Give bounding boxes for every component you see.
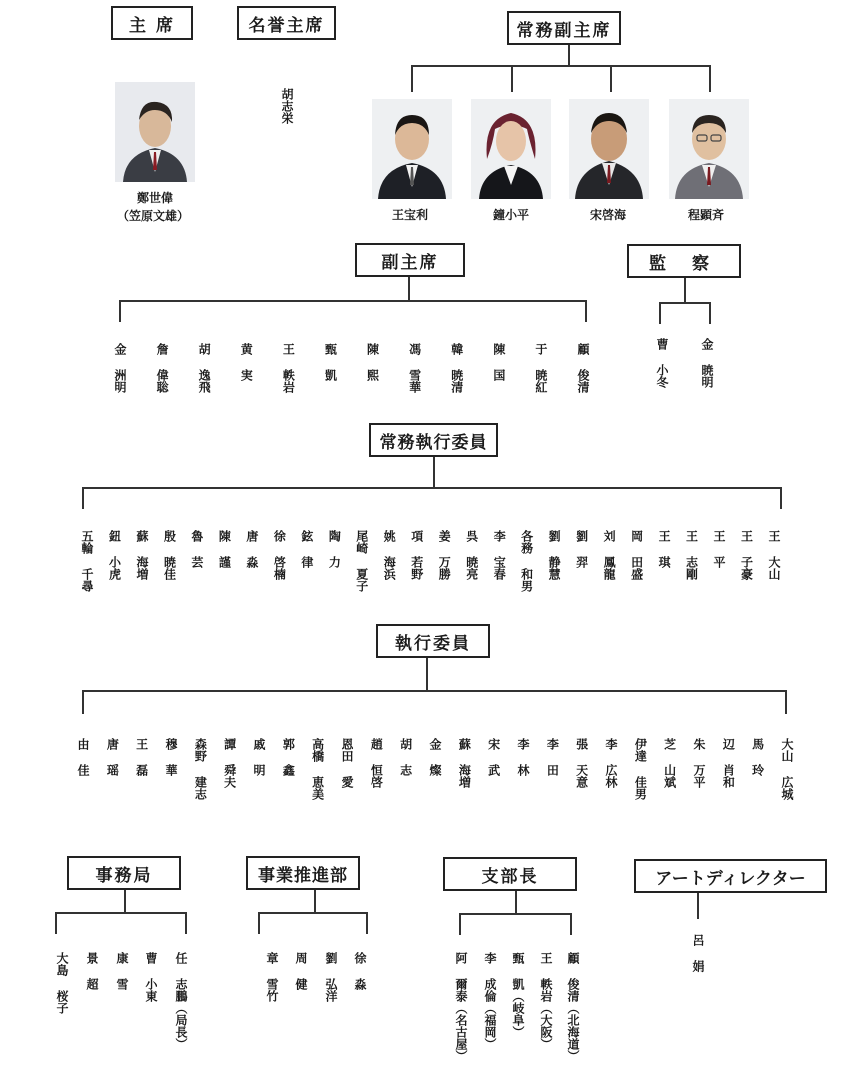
executive-committee-member-14: 蘇 海増: [457, 738, 472, 788]
vice-chairman-member-8: 馮 雪華: [407, 343, 422, 393]
exec-vice-photo-1: [372, 98, 452, 200]
executive-committee-member-21: 芝 山斌: [662, 738, 677, 788]
standing-executive-member-7: 唐 淼: [244, 530, 259, 568]
vice-chairman-member-1: 金 洲明: [113, 343, 127, 393]
standing-executive-member-12: 姚 海浜: [382, 530, 397, 580]
secretariat-member-5: 任 志鵬（局長）: [174, 952, 188, 1050]
standing-executive-member-8: 徐 啓楠: [272, 530, 287, 580]
executive-committee-member-9: 高橋 恵美: [310, 738, 325, 800]
executive-committee-member-10: 恩田 愛: [340, 738, 354, 788]
vice-chairman-member-5: 王 軼岩: [281, 343, 296, 393]
executive-committee-member-24: 馬 玲: [750, 738, 765, 776]
art-director-member-1: 呂 娟: [691, 934, 705, 972]
secretariat-member-4: 曹 小東: [144, 952, 158, 1002]
box-executive-vice-chairman: 常務副主席: [507, 11, 621, 45]
exec-vice-photo-4: [669, 98, 749, 200]
executive-committee-member-4: 穆 華: [164, 738, 178, 776]
standing-executive-member-14: 姜 万勝: [437, 530, 452, 580]
standing-executive-member-4: 殷 暁佳: [162, 530, 177, 580]
standing-executive-member-5: 魯 芸: [189, 530, 204, 568]
box-secretariat: 事務局: [67, 856, 181, 890]
branch-head-member-3: 甄 凱（岐阜）: [511, 952, 525, 1038]
standing-executive-member-16: 李 宝春: [492, 530, 507, 580]
vice-chairman-member-11: 于 暁紅: [533, 343, 548, 393]
standing-executive-member-24: 王 平: [712, 530, 727, 568]
standing-executive-member-17: 各務 和男: [519, 530, 534, 592]
vice-chairman-member-9: 韓 暁清: [449, 343, 464, 393]
vice-chairman-member-7: 陳 熙: [365, 343, 380, 381]
branch-head-member-4: 王 軼岩（大阪）: [539, 952, 553, 1050]
standing-executive-member-18: 劉 静慧: [547, 530, 562, 580]
executive-committee-member-16: 李 林: [516, 738, 530, 776]
executive-committee-member-1: 由 佳: [76, 738, 90, 776]
standing-executive-member-15: 呉 暁亮: [464, 530, 479, 580]
chairman-photo: [115, 82, 195, 182]
standing-executive-member-3: 蘇 海増: [134, 530, 149, 580]
box-standing-executive: 常務執行委員: [369, 423, 498, 457]
box-business-promotion: 事業推進部: [246, 856, 360, 890]
secretariat-member-3: 康 雪: [115, 952, 129, 990]
chairman-alt-name: （笠原文雄）: [116, 209, 190, 223]
audit-member-1: 曹 小冬: [655, 338, 669, 388]
standing-executive-member-25: 王 子豪: [739, 530, 754, 580]
vice-chairman-member-12: 顧 俊清: [576, 343, 590, 393]
standing-executive-member-23: 王 志剛: [684, 530, 699, 580]
branch-head-member-1: 阿 爾泰（名古屋）: [454, 952, 468, 1062]
exec-vice-name-3: 宋啓海: [589, 208, 627, 222]
standing-executive-member-2: 鈕 小虎: [107, 530, 122, 580]
exec-vice-name-1: 王宝利: [391, 208, 429, 222]
standing-executive-member-26: 王 大山: [767, 530, 781, 580]
vice-chairman-member-3: 胡 逸飛: [197, 343, 212, 393]
vice-chairman-member-10: 陳 国: [491, 343, 506, 381]
business-promotion-member-3: 劉 弘洋: [324, 952, 338, 1002]
vice-chairman-member-4: 黄 実: [239, 343, 254, 381]
branch-head-member-2: 李 成倫（福岡）: [483, 952, 497, 1050]
exec-vice-name-4: 程顕斉: [687, 208, 725, 222]
vice-chairman-member-6: 甄 凱: [323, 343, 338, 381]
executive-committee-member-3: 王 磊: [134, 738, 149, 776]
exec-vice-name-2: 鐘小平: [492, 208, 530, 222]
business-promotion-member-4: 徐 淼: [353, 952, 367, 990]
standing-executive-member-1: 五輪 千尋: [80, 530, 94, 592]
secretariat-member-2: 景 超: [85, 952, 99, 990]
standing-executive-member-20: 刘 鳳龍: [602, 530, 617, 580]
executive-committee-member-5: 森野 建志: [193, 738, 208, 800]
executive-committee-member-12: 胡 志: [398, 738, 413, 776]
audit-member-2: 金 暁明: [700, 338, 714, 388]
executive-committee-member-17: 李 田: [545, 738, 560, 776]
standing-executive-member-22: 王 琪: [657, 530, 672, 568]
standing-executive-member-9: 鉉 律: [299, 530, 314, 568]
executive-committee-member-13: 金 燦: [428, 738, 442, 776]
business-promotion-member-2: 周 健: [294, 952, 308, 990]
executive-committee-member-8: 郭 鑫: [281, 738, 296, 776]
executive-committee-member-20: 伊達 佳男: [633, 738, 648, 800]
exec-vice-photo-2: [471, 98, 551, 200]
executive-committee-member-11: 趙 恒啓: [369, 738, 384, 788]
box-chairman: 主 席: [111, 6, 193, 40]
box-honorary-chairman: 名誉主席: [237, 6, 336, 40]
box-executive-committee: 執行委員: [376, 624, 490, 658]
executive-committee-member-18: 張 天意: [574, 738, 589, 788]
standing-executive-member-6: 陳 謹: [217, 530, 232, 568]
box-branch-heads: 支部長: [443, 857, 577, 891]
standing-executive-member-19: 劉 羿: [574, 530, 589, 568]
branch-head-member-5: 顧 俊清（北海道）: [566, 952, 580, 1062]
executive-committee-member-22: 朱 万平: [692, 738, 706, 788]
vice-chairman-member-2: 詹 偉聡: [155, 343, 170, 393]
standing-executive-member-13: 項 若野: [409, 530, 424, 580]
exec-vice-photo-3: [569, 98, 649, 200]
standing-executive-member-11: 尾崎 夏子: [354, 530, 369, 592]
chairman-name: 鄭世偉: [136, 191, 174, 205]
executive-committee-member-2: 唐 瑶: [105, 738, 120, 776]
box-art-director: アートディレクター: [634, 859, 827, 893]
executive-committee-member-19: 李 広林: [604, 738, 618, 788]
standing-executive-member-21: 岡 田盛: [629, 530, 644, 580]
executive-committee-member-7: 戚 明: [252, 738, 266, 776]
business-promotion-member-1: 章 雪竹: [265, 952, 279, 1002]
executive-committee-member-25: 大山 広城: [780, 738, 794, 800]
executive-committee-member-6: 譚 舜夫: [222, 738, 237, 788]
secretariat-member-1: 大島 桜子: [55, 952, 69, 1014]
executive-committee-member-23: 辺 肖和: [721, 738, 736, 788]
box-vice-chairman: 副主席: [355, 243, 465, 277]
executive-committee-member-15: 宋 武: [486, 738, 501, 776]
honorary-name: 胡志栄: [280, 88, 294, 124]
box-audit: 監 察: [627, 244, 741, 278]
standing-executive-member-10: 陶 力: [327, 530, 342, 568]
